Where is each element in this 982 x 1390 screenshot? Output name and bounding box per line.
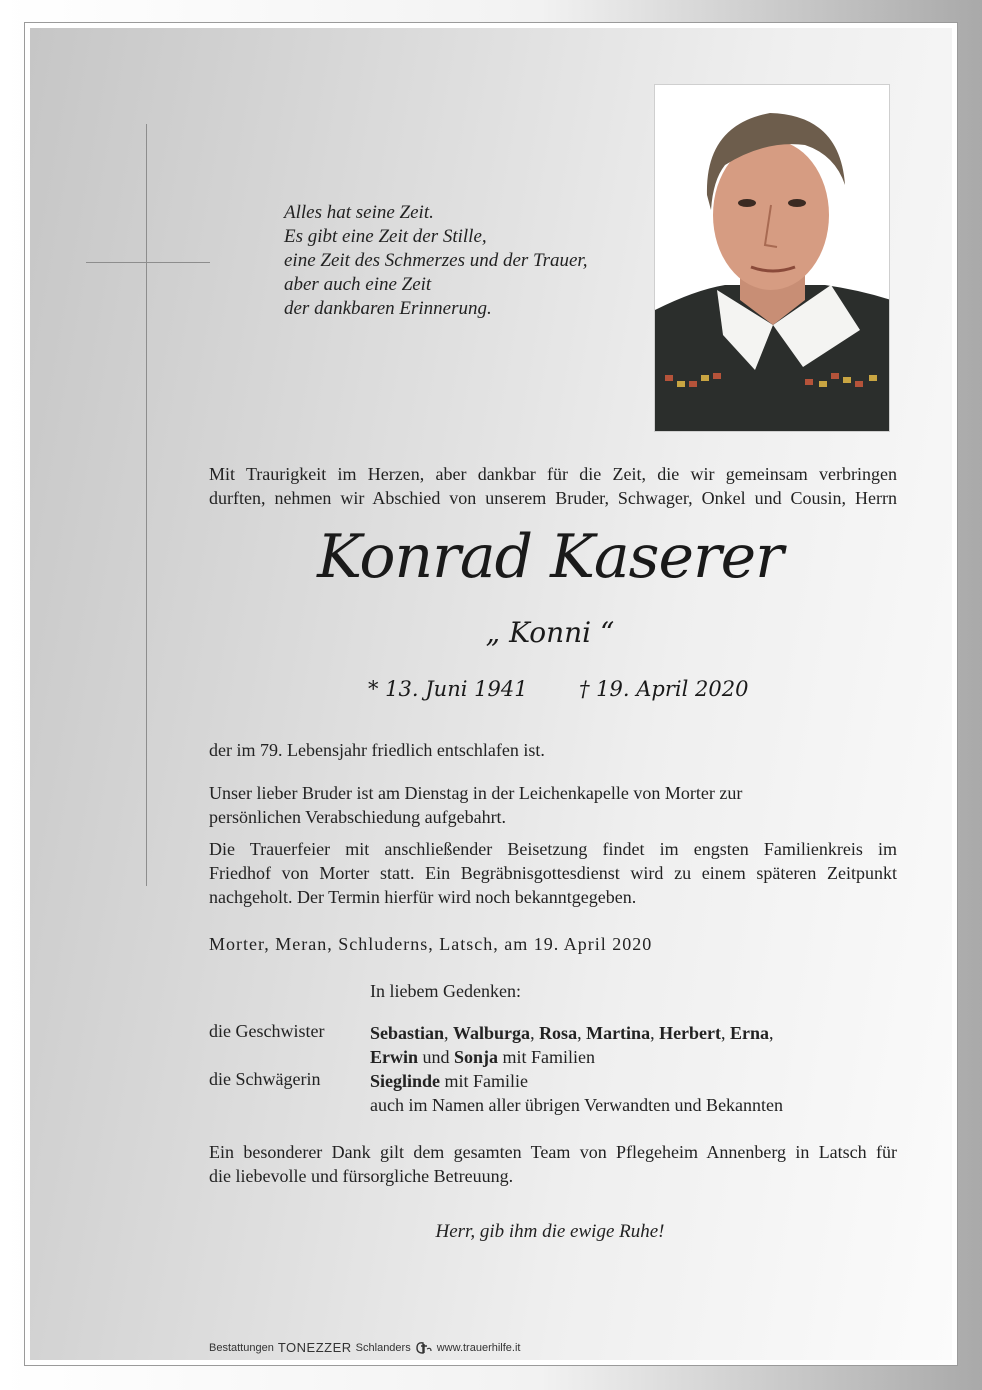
paragraph-line: Die Trauerfeier mit anschließender Beisetzung findet im engsten Familienkreis im [209, 839, 897, 859]
portrait-photo [654, 84, 890, 432]
conjunction: und [422, 1047, 450, 1067]
footer [209, 1340, 520, 1355]
intro-line: durften, nehmen wir Abschied von unserem Bruder, Schwager, Onkel und Cousin, Herrn [209, 488, 897, 508]
intro-line: Mit Traurigkeit im Herzen, aber dankbar für die Zeit, die wir gemeinsam verbringen [209, 464, 897, 484]
siblings-line: Sebastian, Walburga, Rosa, Martina, Herbert, Erna, [370, 1023, 774, 1043]
closing-prayer: Herr, gib ihm die ewige Ruhe! [435, 1221, 665, 1242]
sister-in-law-names [370, 1069, 783, 1117]
deceased-nickname: „ Konni “ [485, 616, 615, 649]
place-and-date: Morter, Meran, Schluderns, Latsch, am 19. April 2020 [209, 934, 653, 954]
footer-town: Schlanders [355, 1341, 411, 1354]
deceased-name: Konrad Kaserer [317, 522, 783, 592]
passing-paragraph: der im 79. Lebensjahr friedlich entschlafen ist. [209, 740, 545, 760]
sibling-name: Sonja [454, 1047, 499, 1067]
with-families: mit Familien [502, 1047, 596, 1067]
footer-brand: TONEZZER [277, 1340, 352, 1355]
siblings-line [370, 1045, 774, 1069]
paragraph-line: Friedhof von Morter statt. Ein Begräbnisgottesdienst wird zu einem späteren Zeitpunkt [209, 863, 897, 883]
siblings-names [370, 1021, 774, 1069]
poem-line: Alles hat seine Zeit. [284, 202, 434, 223]
poem [284, 201, 587, 321]
sibling-name: Martina [586, 1023, 651, 1043]
death-date: † 19. April 2020 [579, 677, 749, 701]
memory-heading: In liebem Gedenken: [370, 981, 521, 1001]
birth-date: * 13. Juni 1941 [368, 677, 528, 701]
sister-in-law-name: Sieglinde [370, 1071, 441, 1091]
sibling-name: Herbert [659, 1023, 722, 1043]
sister-in-law-line [370, 1069, 783, 1093]
portrait-illustration [655, 85, 890, 432]
footer-prefix: Bestattungen [209, 1341, 274, 1354]
others-line: auch im Namen aller übrigen Verwandten und Bekannten [370, 1095, 784, 1115]
siblings-label: die Geschwister [209, 1021, 325, 1041]
paragraph-line: persönlichen Verabschiedung aufgebahrt. [209, 807, 507, 827]
sibling-name: Rosa [539, 1023, 578, 1043]
footer-url[interactable]: www.trauerhilfe.it [436, 1341, 521, 1354]
sibling-name: Sebastian [370, 1023, 445, 1043]
cross-horizontal-bar [86, 262, 210, 263]
sibling-name: Erna [730, 1023, 770, 1043]
viewing-paragraph [209, 781, 897, 829]
paragraph-line: Unser lieber Bruder ist am Dienstag in der Leichenkapelle von Morter zur [209, 783, 743, 803]
poem-line: aber auch eine Zeit [284, 274, 432, 295]
intro-paragraph [209, 462, 897, 510]
with-family: mit Familie [444, 1071, 529, 1091]
sister-in-law-label: die Schwägerin [209, 1069, 321, 1089]
poem-line: der dankbaren Erinnerung. [284, 298, 492, 319]
paragraph-line: Ein besonderer Dank gilt dem gesamten Team von Pflegeheim Annenberg in Latsch für [209, 1142, 897, 1162]
cross-vertical-bar [146, 124, 147, 886]
thanks-paragraph [209, 1140, 897, 1188]
poem-line: Es gibt eine Zeit der Stille, [284, 226, 487, 247]
paragraph-line: die liebevolle und fürsorgliche Betreuung. [209, 1166, 514, 1186]
poem-line: eine Zeit des Schmerzes und der Trauer, [284, 250, 588, 271]
funeral-paragraph [209, 837, 897, 909]
sibling-name: Erwin [370, 1047, 419, 1067]
sibling-name: Walburga [453, 1023, 531, 1043]
trauerhilfe-logo-icon [415, 1341, 433, 1355]
paragraph-line: nachgeholt. Der Termin hierfür wird noch bekanntgegeben. [209, 887, 637, 907]
